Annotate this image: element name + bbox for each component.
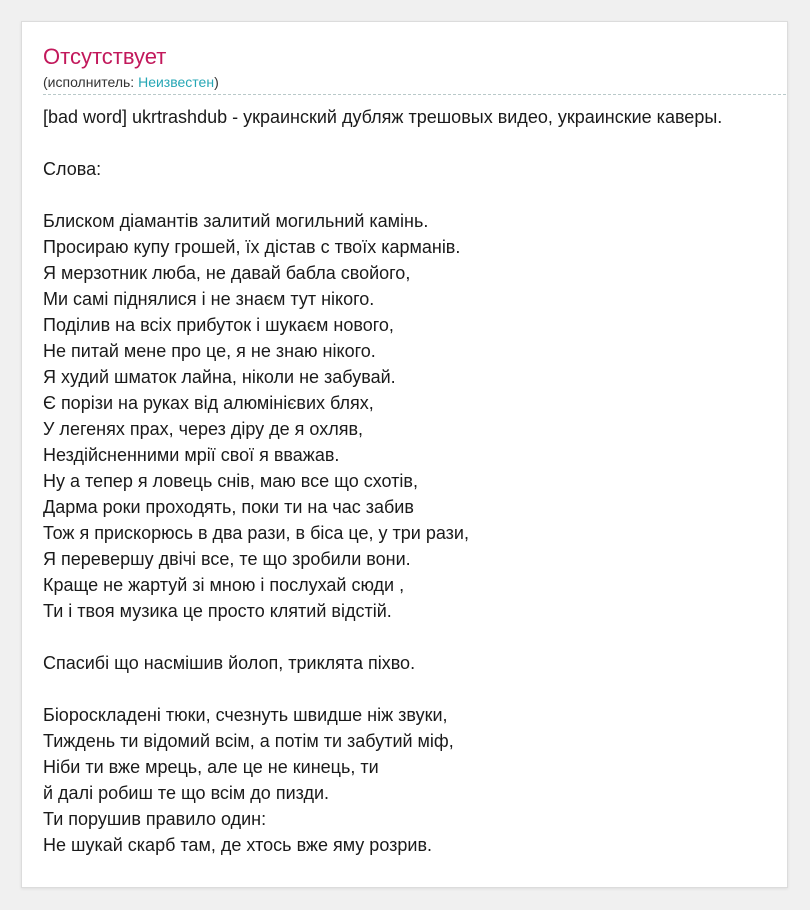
lyric-line: Нездійсненними мрії свої я вважав. [43,445,340,465]
lyric-line: Блиском діамантів залитий могильний камінь. [43,211,429,231]
artist-link[interactable]: Неизвестен [138,74,215,90]
lyric-blank-line [43,676,722,702]
artist-line [43,73,219,91]
lyric-line: Я худий шматок лайна, ніколи не забувай. [43,367,396,387]
dashed-divider [43,94,788,95]
lyric-line: Не шукай скарб там, де хтось вже яму розрив. [43,835,433,855]
lyric-blank-line [43,182,722,208]
lyric-line: Тиждень ти відомий всім, а потім ти забутий міф, [43,731,454,751]
lyric-line: й далі робиш те що всім до пизди. [43,783,330,803]
lyric-line: Дарма роки проходять, поки ти на час забив [43,497,414,517]
artist-prefix: (исполнитель: [43,74,139,90]
lyric-line: Не питай мене про це, я не знаю нікого. [43,341,376,361]
lyric-line: У легенях прах, через діру де я охляв, [43,419,364,439]
lyric-line: Ти і твоя музика це просто клятий відстій. [43,601,392,621]
lyric-line: Краще не жартуй зі мною і послухай сюди , [43,575,405,595]
lyric-line: Ти порушив правило один: [43,809,267,829]
song-title: Отсутствует [43,44,167,69]
lyric-line: Ну а тепер я ловець снів, маю все що схотів, [43,471,418,491]
lyric-line: Я перевершу двічі все, те що зробили вони. [43,549,411,569]
lyric-blank-line [43,130,722,156]
lyric-line: Тож я прискорюсь в два рази, в біса це, у три рази, [43,523,469,543]
lyric-line: Спасибі що насмішив йолоп, триклята піхво. [43,653,416,673]
lyric-line: Ніби ти вже мрець, але це не кинець, ти [43,757,379,777]
lyric-line: Слова: [43,159,102,179]
lyrics-card [21,21,788,888]
lyric-line: Я мерзотник люба, не давай бабла свойого, [43,263,411,283]
lyric-line: Біороскладені тюки, счезнуть швидше ніж звуки, [43,705,448,725]
lyric-line: Просираю купу грошей, їх дістав с твоїх карманів. [43,237,461,257]
lyric-line: Ми самі піднялися і не знаєм тут нікого. [43,289,375,309]
lyric-line: [bad word] ukrtrashdub - украинский дубляж трешовых видео, украинские каверы. [43,107,723,127]
lyric-blank-line [43,624,722,650]
lyric-line: Є порізи на руках від алюмінієвих блях, [43,393,374,413]
lyric-line: Поділив на всіх прибуток і шукаєм нового, [43,315,394,335]
artist-suffix: ) [214,74,219,90]
lyrics-text [43,104,722,858]
